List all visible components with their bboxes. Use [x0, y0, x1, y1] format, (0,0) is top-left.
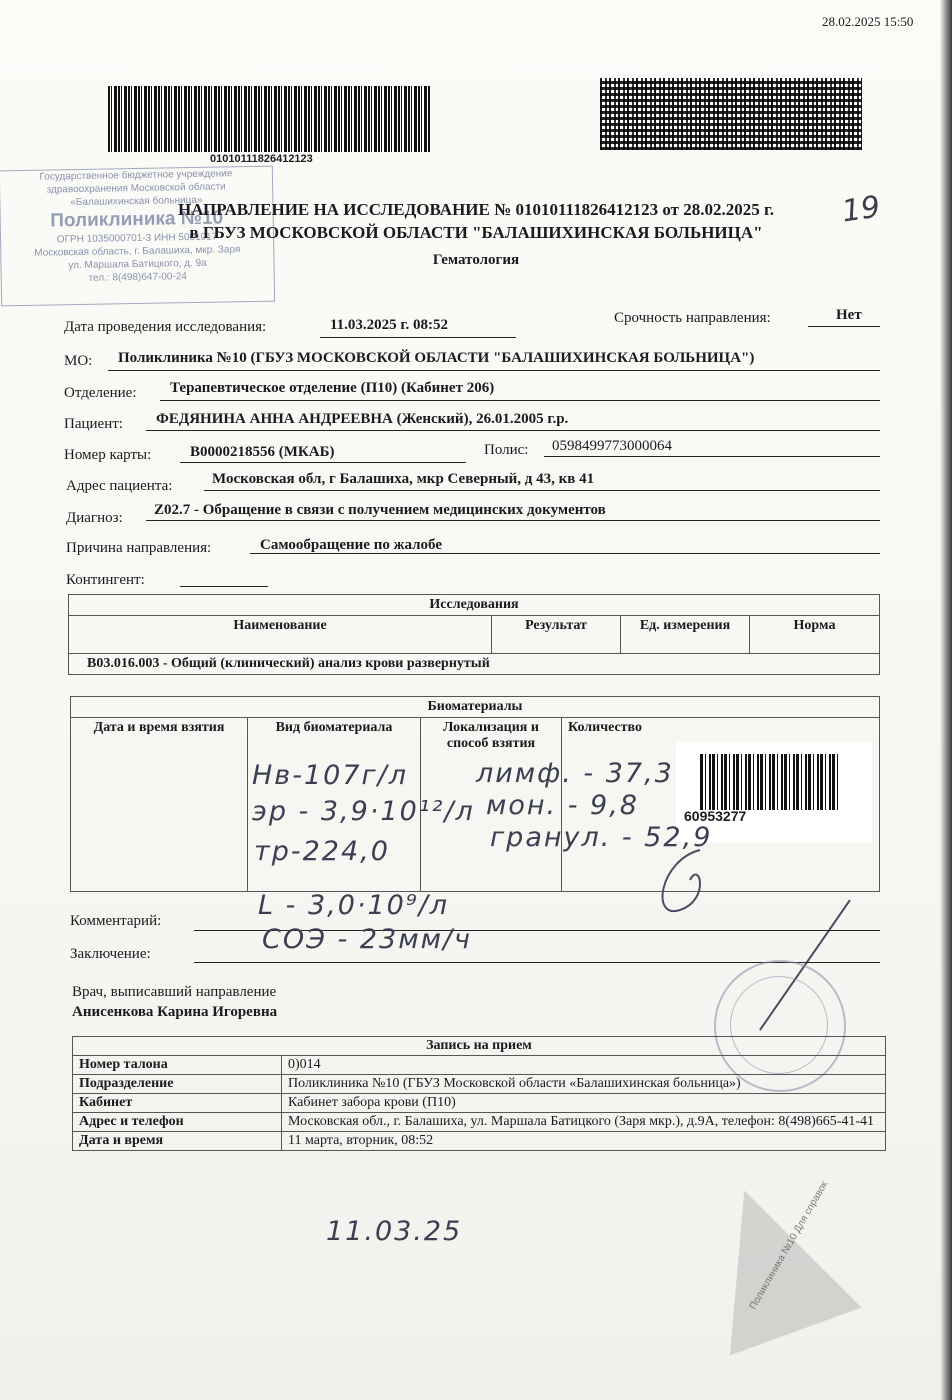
- policy-value: 0598499773000064: [552, 438, 672, 454]
- conclusion-label: Заключение:: [70, 946, 151, 962]
- research-row: B03.016.003 - Общий (клинический) анализ крови развернутый: [69, 654, 880, 675]
- research-caption: Исследования: [69, 595, 880, 616]
- address-value: Московская обл, г Балашиха, мкр Северный, д 43, кв 41: [212, 471, 595, 487]
- diagnosis-label: Диагноз:: [66, 510, 123, 526]
- mo-value: Поликлиника №10 (ГБУЗ МОСКОВСКОЙ ОБЛАСТИ "БАЛАШИХИНСКАЯ БОЛЬНИЦА"): [118, 350, 755, 366]
- underline: [250, 553, 880, 554]
- appt-key: Кабинет: [73, 1094, 282, 1113]
- appt-value: Поликлиника №10 (ГБУЗ Московской области «Балашихинская больница»): [282, 1075, 886, 1094]
- sample-barcode: [700, 754, 840, 810]
- document-title: НАПРАВЛЕНИЕ НА ИССЛЕДОВАНИЕ № 01010111826412123 от 28.02.2025 г.: [177, 200, 774, 219]
- policy-label: Полис:: [484, 442, 529, 458]
- stamp-clinic-name: Поликлиника №10: [50, 207, 224, 232]
- stamp-line: «Балашихинская больница»: [70, 194, 203, 209]
- appt-value: Кабинет забора крови (П10): [282, 1094, 886, 1113]
- col-quantity: Количество: [562, 718, 880, 892]
- patient-label: Пациент:: [64, 416, 123, 432]
- address-label: Адрес пациента:: [66, 478, 173, 494]
- stamp-line: Московская область, г. Балашиха, мкр. Заря: [34, 244, 241, 259]
- col-name: Наименование: [69, 616, 492, 654]
- appt-key: Дата и время: [73, 1132, 282, 1151]
- doctor-label: Врач, выписавший направление: [72, 984, 277, 1000]
- stamp-line: здравоохранения Московской области: [46, 181, 226, 196]
- card-value: В0000218556 (МКАБ): [190, 444, 335, 460]
- appointment-table: [72, 1036, 886, 1151]
- appt-value: Московская обл., г. Балашиха, ул. Маршала Батицкого (Заря мкр.), д.9А, телефон: 8(498)665-41-41: [282, 1113, 886, 1132]
- col-unit: Ед. измерения: [621, 616, 750, 654]
- underline: [180, 586, 268, 587]
- urgency-label: Срочность направления:: [614, 310, 771, 326]
- handwritten-hb: Hв-107г/л: [252, 760, 409, 791]
- appt-key: Номер талона: [73, 1056, 282, 1075]
- research-table: [68, 594, 880, 675]
- mo-label: МО:: [64, 353, 93, 369]
- stamp-line: ОГРН 1035000701-3 ИНН 5001017: [56, 231, 218, 246]
- underline: [160, 400, 880, 401]
- handwritten-er: эр - 3,9·10¹²/л: [252, 796, 475, 827]
- reason-value: Самообращение по жалобе: [260, 537, 442, 553]
- col-result: Результат: [492, 616, 621, 654]
- underline: [180, 462, 466, 463]
- underline: [204, 490, 880, 491]
- comment-label: Комментарий:: [70, 913, 162, 929]
- contingent-label: Контингент:: [66, 572, 145, 588]
- handwritten-mon: мон. - 9,8: [486, 790, 639, 821]
- card-label: Номер карты:: [64, 447, 152, 463]
- department-label: Отделение:: [64, 385, 137, 401]
- col-date: Дата и время взятия: [71, 718, 248, 892]
- underline: [146, 520, 880, 521]
- underline: [108, 370, 880, 371]
- stamp-line: тел.: 8(498)647-00-24: [88, 271, 188, 284]
- handwritten-wbc: L - 3,0·10⁹/л: [258, 890, 450, 921]
- underline: [146, 430, 880, 431]
- appt-key: Адрес и телефон: [73, 1113, 282, 1132]
- triangle-stamp-text: Поликлиника №10 Для справок: [747, 1179, 831, 1312]
- handwritten-lymph: лимф. - 37,3: [476, 758, 674, 789]
- handwritten-date: 11.03.25: [326, 1216, 463, 1247]
- urgency-value: Нет: [836, 307, 862, 323]
- print-timestamp: 28.02.2025 15:50: [822, 14, 914, 29]
- appt-key: Подразделение: [73, 1075, 282, 1094]
- date-value: 11.03.2025 г. 08:52: [330, 317, 449, 333]
- bio-caption: Биоматериалы: [71, 697, 880, 718]
- document-section: Гематология: [432, 252, 520, 268]
- underline: [544, 456, 880, 457]
- qr-code: [600, 78, 862, 150]
- diagnosis-value: Z02.7 - Обращение в связи с получением медицинских документов: [154, 502, 606, 518]
- doctor-name: Анисенкова Карина Игоревна: [72, 1004, 278, 1020]
- appt-value: 0)014: [282, 1056, 886, 1075]
- col-location: Локализация и способ взятия: [421, 718, 562, 892]
- sample-barcode-number: 60953277: [684, 808, 747, 824]
- col-type: Вид биоматериала: [248, 718, 421, 892]
- handwritten-tr: тр-224,0: [254, 836, 390, 867]
- barcode-number: 01010111826412123: [210, 153, 313, 165]
- stamp-line: Государственное бюджетное учреждение: [39, 168, 233, 183]
- col-norm: Норма: [750, 616, 880, 654]
- underline: [320, 337, 516, 338]
- reason-label: Причина направления:: [66, 540, 212, 556]
- date-label: Дата проведения исследования:: [64, 319, 267, 335]
- document-subtitle: в ГБУЗ МОСКОВСКОЙ ОБЛАСТИ "БАЛАШИХИНСКАЯ БОЛЬНИЦА": [189, 223, 763, 242]
- handwritten-gran: гранул. - 52,9: [490, 822, 713, 853]
- referral-barcode: [108, 86, 430, 152]
- stamp-line: ул. Маршала Батицкого, д. 9а: [68, 257, 207, 272]
- appointment-caption: Запись на прием: [73, 1037, 886, 1056]
- handwritten-number: 19: [839, 189, 883, 230]
- department-value: Терапевтическое отделение (П10) (Кабинет 206): [170, 380, 495, 396]
- appt-value: 11 марта, вторник, 08:52: [282, 1132, 886, 1151]
- underline: [808, 326, 880, 327]
- patient-value: ФЕДЯНИНА АННА АНДРЕЕВНА (Женский), 26.01.2005 г.р.: [156, 411, 569, 427]
- handwritten-esr: СОЭ - 23мм/ч: [262, 924, 473, 955]
